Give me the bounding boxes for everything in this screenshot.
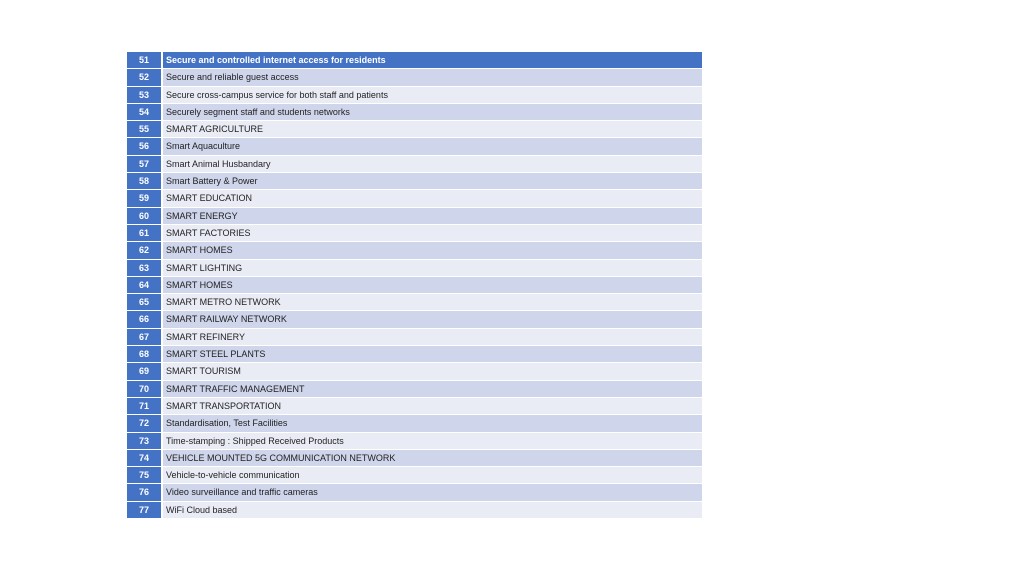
row-text: Smart Animal Husbandary bbox=[163, 156, 702, 172]
row-text: Standardisation, Test Facilities bbox=[163, 415, 702, 431]
row-text: SMART FACTORIES bbox=[163, 225, 702, 241]
row-text: SMART METRO NETWORK bbox=[163, 294, 702, 310]
row-number: 58 bbox=[127, 173, 163, 189]
table-row bbox=[127, 467, 702, 484]
row-text: SMART STEEL PLANTS bbox=[163, 346, 702, 362]
table-row bbox=[127, 242, 702, 259]
row-number: 72 bbox=[127, 415, 163, 431]
table-row bbox=[127, 450, 702, 467]
row-text: SMART AGRICULTURE bbox=[163, 121, 702, 137]
row-text: WiFi Cloud based bbox=[163, 502, 702, 518]
table-row bbox=[127, 294, 702, 311]
table-row bbox=[127, 398, 702, 415]
row-number: 57 bbox=[127, 156, 163, 172]
row-text: SMART LIGHTING bbox=[163, 260, 702, 276]
row-text: Secure and reliable guest access bbox=[163, 69, 702, 85]
row-text: Smart Battery & Power bbox=[163, 173, 702, 189]
row-text: SMART TRANSPORTATION bbox=[163, 398, 702, 414]
table-row bbox=[127, 260, 702, 277]
table-row bbox=[127, 363, 702, 380]
table-row bbox=[127, 433, 702, 450]
row-number: 62 bbox=[127, 242, 163, 258]
row-number: 73 bbox=[127, 433, 163, 449]
row-text: SMART REFINERY bbox=[163, 329, 702, 345]
table-row bbox=[127, 502, 702, 519]
table-row bbox=[127, 121, 702, 138]
row-text: SMART TRAFFIC MANAGEMENT bbox=[163, 381, 702, 397]
row-text: Smart Aquaculture bbox=[163, 138, 702, 154]
row-number: 66 bbox=[127, 311, 163, 327]
table-row bbox=[127, 329, 702, 346]
table-row bbox=[127, 277, 702, 294]
table-row bbox=[127, 346, 702, 363]
row-text: Vehicle-to-vehicle communication bbox=[163, 467, 702, 483]
row-text: SMART TOURISM bbox=[163, 363, 702, 379]
row-text: Secure cross-campus service for both staff and patients bbox=[163, 87, 702, 103]
row-text: SMART EDUCATION bbox=[163, 190, 702, 206]
row-number: 75 bbox=[127, 467, 163, 483]
table-row bbox=[127, 381, 702, 398]
row-number: 55 bbox=[127, 121, 163, 137]
row-number: 52 bbox=[127, 69, 163, 85]
row-number: 51 bbox=[127, 52, 163, 68]
row-number: 76 bbox=[127, 484, 163, 500]
row-number: 53 bbox=[127, 87, 163, 103]
table-row bbox=[127, 52, 702, 69]
table-row bbox=[127, 208, 702, 225]
table-row bbox=[127, 104, 702, 121]
row-number: 77 bbox=[127, 502, 163, 518]
table-row bbox=[127, 138, 702, 155]
row-number: 61 bbox=[127, 225, 163, 241]
row-text: Securely segment staff and students networks bbox=[163, 104, 702, 120]
table-row bbox=[127, 190, 702, 207]
row-number: 74 bbox=[127, 450, 163, 466]
table-row bbox=[127, 156, 702, 173]
use-case-table bbox=[127, 52, 702, 519]
table-row bbox=[127, 225, 702, 242]
table-row bbox=[127, 173, 702, 190]
row-number: 65 bbox=[127, 294, 163, 310]
row-number: 67 bbox=[127, 329, 163, 345]
row-text: SMART RAILWAY NETWORK bbox=[163, 311, 702, 327]
table-row bbox=[127, 484, 702, 501]
row-text: Secure and controlled internet access for residents bbox=[163, 52, 702, 68]
row-number: 69 bbox=[127, 363, 163, 379]
row-text: Time-stamping : Shipped Received Products bbox=[163, 433, 702, 449]
row-number: 63 bbox=[127, 260, 163, 276]
row-text: VEHICLE MOUNTED 5G COMMUNICATION NETWORK bbox=[163, 450, 702, 466]
row-text: SMART ENERGY bbox=[163, 208, 702, 224]
row-number: 64 bbox=[127, 277, 163, 293]
row-number: 60 bbox=[127, 208, 163, 224]
row-number: 56 bbox=[127, 138, 163, 154]
row-number: 54 bbox=[127, 104, 163, 120]
row-text: SMART HOMES bbox=[163, 242, 702, 258]
table-row bbox=[127, 87, 702, 104]
row-number: 68 bbox=[127, 346, 163, 362]
table-row bbox=[127, 69, 702, 86]
row-number: 70 bbox=[127, 381, 163, 397]
table-row bbox=[127, 415, 702, 432]
row-number: 71 bbox=[127, 398, 163, 414]
row-text: Video surveillance and traffic cameras bbox=[163, 484, 702, 500]
table-row bbox=[127, 311, 702, 328]
row-number: 59 bbox=[127, 190, 163, 206]
row-text: SMART HOMES bbox=[163, 277, 702, 293]
